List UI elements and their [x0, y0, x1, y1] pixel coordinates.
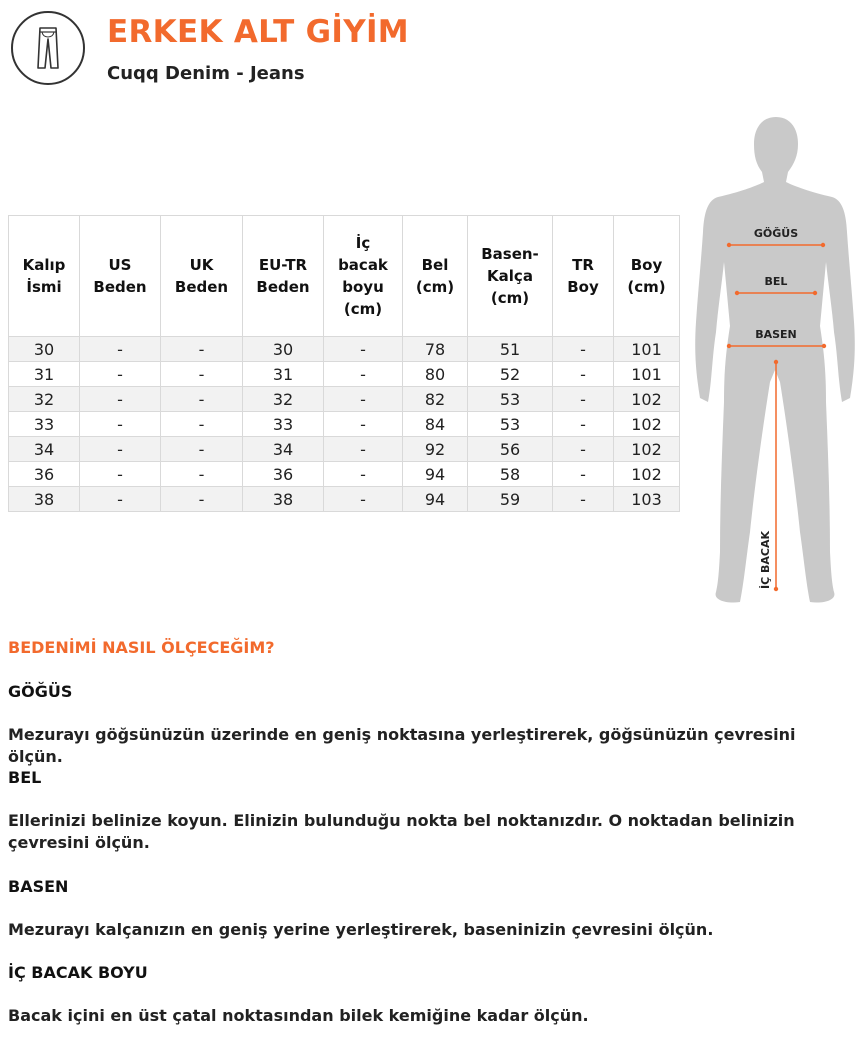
- guide-chest-title: GÖĞÜS: [8, 682, 73, 701]
- table-cell: 30: [9, 337, 80, 362]
- table-row: [9, 362, 680, 387]
- table-cell: 32: [243, 387, 324, 412]
- table-cell: 59: [468, 487, 553, 512]
- column-header: [243, 216, 324, 337]
- column-header-line: (cm): [415, 278, 455, 296]
- table-cell: -: [324, 362, 403, 387]
- table-cell: -: [161, 387, 243, 412]
- column-header-line: EU-TR: [258, 256, 308, 274]
- table-cell: -: [324, 437, 403, 462]
- table-cell: 30: [243, 337, 324, 362]
- table-cell: 34: [243, 437, 324, 462]
- table-cell: -: [80, 337, 161, 362]
- column-header: [468, 216, 553, 337]
- table-cell: 56: [468, 437, 553, 462]
- table-cell: -: [80, 437, 161, 462]
- table-cell: 31: [9, 362, 80, 387]
- column-header-line: Boy: [630, 256, 663, 274]
- table-cell: 103: [614, 487, 680, 512]
- column-header-line: Beden: [93, 278, 147, 296]
- table-cell: 33: [9, 412, 80, 437]
- table-cell: -: [161, 437, 243, 462]
- table-row: [9, 487, 680, 512]
- column-header-line: İç: [355, 234, 371, 252]
- table-cell: -: [80, 387, 161, 412]
- table-cell: 51: [468, 337, 553, 362]
- body-silhouette: [695, 117, 855, 603]
- column-header-line: (cm): [490, 289, 530, 307]
- column-header-line: UK: [189, 256, 214, 274]
- guide-inseam-text: Bacak içini en üst çatal noktasından bilek kemiğine kadar ölçün.: [8, 1006, 589, 1025]
- chest-label: GÖĞÜS: [753, 227, 799, 240]
- column-header-line: Basen-: [481, 245, 539, 263]
- table-cell: 94: [403, 487, 468, 512]
- table-row: [9, 437, 680, 462]
- table-cell: 53: [468, 387, 553, 412]
- table-cell: -: [553, 387, 614, 412]
- table-cell: 52: [468, 362, 553, 387]
- table-row: [9, 412, 680, 437]
- table-cell: -: [161, 487, 243, 512]
- table-cell: -: [80, 487, 161, 512]
- column-header-line: Beden: [174, 278, 229, 296]
- column-header: [614, 216, 680, 337]
- table-cell: 36: [9, 462, 80, 487]
- hip-label: BASEN: [755, 328, 797, 341]
- column-header: [403, 216, 468, 337]
- guide-inseam-title: İÇ BACAK BOYU: [8, 963, 148, 982]
- jeans-icon: [31, 25, 65, 71]
- table-cell: -: [324, 337, 403, 362]
- table-cell: 102: [614, 437, 680, 462]
- column-header-line: Bel: [421, 256, 449, 274]
- table-row: [9, 337, 680, 362]
- table-cell: 101: [614, 362, 680, 387]
- column-header-line: Beden: [256, 278, 310, 296]
- table-cell: 32: [9, 387, 80, 412]
- guide-heading: BEDENİMİ NASIL ÖLÇECEĞİM?: [8, 638, 275, 657]
- table-cell: 78: [403, 337, 468, 362]
- table-cell: -: [80, 362, 161, 387]
- table-cell: 38: [243, 487, 324, 512]
- page-title: ERKEK ALT GİYİM: [107, 14, 409, 50]
- column-header-line: (cm): [627, 278, 666, 296]
- table-cell: -: [324, 462, 403, 487]
- column-header-line: İsmi: [26, 278, 62, 296]
- guide-chest-text: Mezurayı göğsünüzün üzerinde en geniş noktasına yerleştirerek, göğsünüzün çevresini ölçün.: [8, 725, 796, 766]
- column-header-line: US: [108, 256, 132, 274]
- column-header: [553, 216, 614, 337]
- table-cell: 102: [614, 462, 680, 487]
- guide-hip-text: Mezurayı kalçanızın en geniş yerine yerleştirerek, baseninizin çevresini ölçün.: [8, 920, 714, 939]
- column-header-line: TR: [572, 256, 594, 274]
- table-cell: -: [553, 462, 614, 487]
- table-cell: 34: [9, 437, 80, 462]
- guide-hip-title: BASEN: [8, 877, 69, 896]
- page-subtitle: Cuqq Denim - Jeans: [107, 63, 305, 84]
- table-cell: 101: [614, 337, 680, 362]
- size-table: [8, 215, 680, 512]
- category-logo: [11, 11, 85, 85]
- column-header: [80, 216, 161, 337]
- column-header-line: (cm): [343, 300, 383, 318]
- table-cell: 53: [468, 412, 553, 437]
- waist-label: BEL: [764, 275, 788, 288]
- table-cell: -: [324, 487, 403, 512]
- column-header-line: Kalça: [487, 267, 533, 285]
- table-cell: 58: [468, 462, 553, 487]
- table-cell: -: [553, 412, 614, 437]
- column-header-line: boyu: [342, 278, 384, 296]
- inseam-label: İÇ BACAK: [759, 530, 772, 590]
- body-measurement-figure: [690, 112, 865, 612]
- table-cell: 38: [9, 487, 80, 512]
- column-header: [9, 216, 80, 337]
- table-cell: 84: [403, 412, 468, 437]
- table-cell: -: [161, 337, 243, 362]
- column-header-line: Boy: [567, 278, 599, 296]
- table-cell: 33: [243, 412, 324, 437]
- column-header: [324, 216, 403, 337]
- table-cell: -: [161, 412, 243, 437]
- table-cell: 80: [403, 362, 468, 387]
- table-cell: -: [80, 412, 161, 437]
- table-header-row: [9, 216, 680, 337]
- table-cell: -: [553, 437, 614, 462]
- table-cell: -: [553, 362, 614, 387]
- column-header: [161, 216, 243, 337]
- table-cell: -: [80, 462, 161, 487]
- column-header-line: bacak: [338, 256, 388, 274]
- table-cell: -: [553, 487, 614, 512]
- table-cell: 94: [403, 462, 468, 487]
- table-cell: 102: [614, 412, 680, 437]
- table-cell: 102: [614, 387, 680, 412]
- table-cell: -: [161, 462, 243, 487]
- guide-waist-text: Ellerinizi belinize koyun. Elinizin bulunduğu nokta bel noktanızdır. O noktadan belinizin çevresini ölçün.: [8, 811, 795, 852]
- table-row: [9, 462, 680, 487]
- guide-waist-title: BEL: [8, 768, 42, 787]
- table-cell: -: [324, 387, 403, 412]
- table-cell: -: [324, 412, 403, 437]
- table-cell: 82: [403, 387, 468, 412]
- table-cell: -: [161, 362, 243, 387]
- table-cell: 36: [243, 462, 324, 487]
- column-header-line: Kalıp: [22, 256, 66, 274]
- table-cell: -: [553, 337, 614, 362]
- table-cell: 92: [403, 437, 468, 462]
- table-row: [9, 387, 680, 412]
- table-cell: 31: [243, 362, 324, 387]
